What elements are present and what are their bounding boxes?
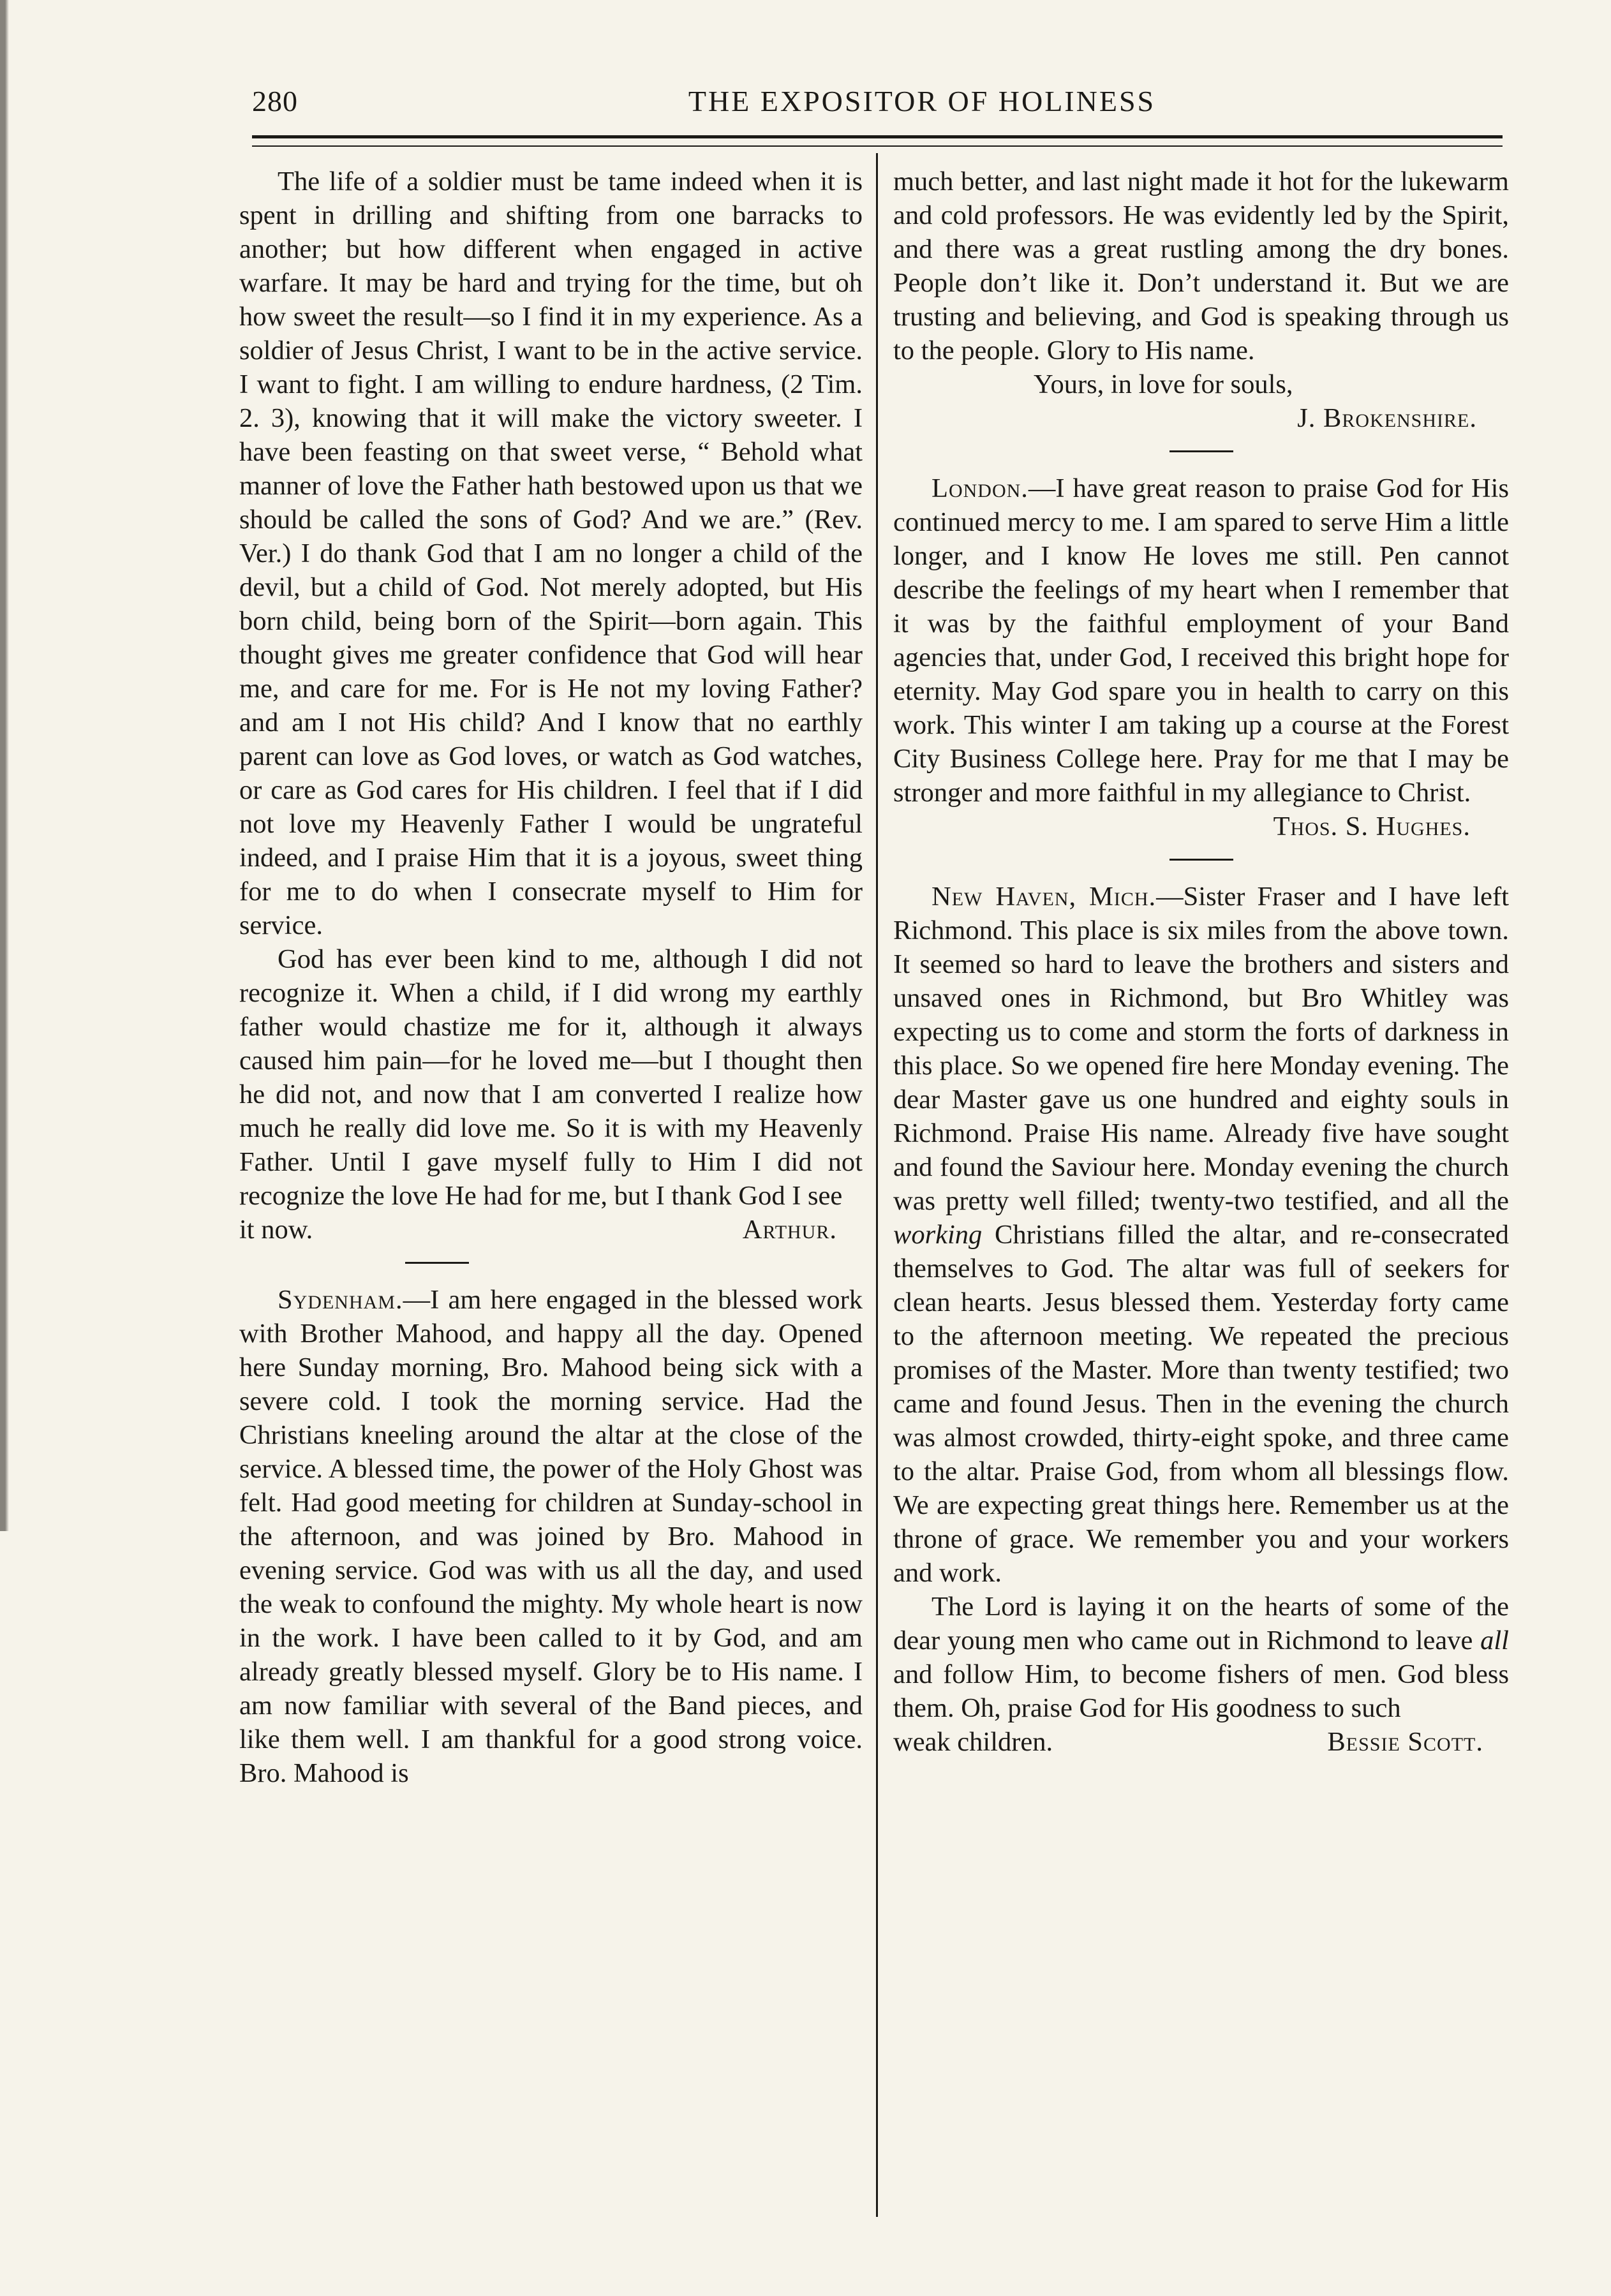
sydenham-letter [239,1283,863,1790]
new-haven-letter [893,880,1509,1590]
sydenham-place-heading: Sydenham. [278,1285,403,1315]
sydenham-letter-text: —I am here engaged in the blessed work with Brother Mahood, and happy all the day. Opened here Sunday morning, Bro. Mahood being sick with a severe cold. I took the morning service. Had the Christians kneeling around the altar at the close of the service. A blessed time, the power of the Holy Ghost was felt. Had good meeting for children at Sunday-school in the afternoon, and was joined by Bro. Mahood in evening service. God was with us all the day, and used the weak to confound the mighty. My whole heart is now in the work. I have been called to it by God, and am already greatly blessed myself. Glory be to His name. I am now familiar with several of the Band pieces, and like them well. I am thankful for a good strong voice. Bro. Mahood is [239,1285,863,1788]
arthur-letter-paragraph-2-end: it now. [239,1215,313,1245]
hughes-signature: Thos. S. Hughes. [1273,811,1471,841]
left-column [239,165,863,1790]
header-rule-thick [252,135,1503,138]
scott-closing-line [893,1725,1509,1759]
sydenham-letter-continued: much better, and last night made it hot for the lukewarm and cold professors. He was evidently led by the Spirit, and there was a great rustling among the dry bones. People don’t like it. Don’t understand it. But we are trusting and believing, and God is speaking through us to the people. Glory to His name. [893,167,1509,366]
arthur-letter-paragraph-2: God has ever been kind to me, although I did not recognize it. When a child, if I did wrong my earthly father would chastize me for it, although it always caused him pain—for he loved me—but I thought then he did not, and now that I am converted I realize how much he really did love me. So it is with my Heavenly Father. Until I gave myself fully to Him I did not recognize the love He had for me, but I thank God I see [239,944,863,1211]
section-separator [1169,859,1233,861]
right-column [893,165,1509,1759]
new-haven-letter-text-b: Christians filled the altar, and re-consecrated themselves to God. The altar was full of seekers for clean hearts. Jesus blessed them. Yesterday forty came to the afternoon meeting. We repeated the precious promises of the Master. More than twenty testified; two came and found Jesus. Then in the evening the church was almost crowded, thirty-eight spoke, and three came to the altar. Praise God, from whom all blessings flow. We are expecting great things here. Remember us at the throne of grace. We remember you and your workers and work. [893,1220,1509,1588]
sydenham-closing: Yours, in love for souls, [1034,369,1293,399]
new-haven-paragraph-2-text-b: and follow Him, to become fishers of men. God bless them. Oh, praise God for His goodness to such [893,1659,1509,1723]
section-separator [1169,450,1233,452]
page-number: 280 [252,85,298,117]
new-haven-letter-text-a: —Sister Fraser and I have left Richmond. This place is six miles from the above town. It seemed so hard to leave the brothers and sisters and unsaved ones in Richmond, but Bro Whitley was expecting us to come and storm the forts of darkness in this place. So we opened fire here Monday evening. The dear Master gave us one hundred and eighty souls in Richmond. Praise His name. Already five have sought and found the Saviour here. Monday evening the church was pretty well filled; twenty-two testified, and all the [893,882,1509,1216]
new-haven-place-heading: New Haven, Mich. [932,882,1157,912]
new-haven-paragraph-2-end: weak children. [893,1727,1053,1757]
column-divider [876,153,878,2217]
scott-signature: Bessie Scott. [1327,1727,1483,1757]
arthur-signature: Arthur. [742,1215,837,1245]
brokenshire-signature: J. Brokenshire. [1297,403,1477,433]
page-header [252,83,1503,128]
arthur-letter-paragraph-1: The life of a soldier must be tame indeed when it is spent in drilling and shifting from one barracks to another; but how different when engaged in active warfare. It may be hard and trying for the time, but oh how sweet the result—so I find it in my experience. As a soldier of Jesus Christ, I want to be in the active service. I want to fight. I am willing to endure hardness, (2 Tim. 2. 3), knowing that it will make the victory sweeter. I have been feasting on that sweet verse, “ Behold what manner of love the Father hath bestowed upon us that we should be called the sons of God? And we are.” (Rev. Ver.) I do thank God that I am no longer a child of the devil, but a child of God. Not merely adopted, but His born child, being born of the Spirit—born again. This thought gives me greater confidence that God will hear me, and care for me. For is He not my loving Father? and am I not His child? And I know that no earthly parent can love as God loves, or watch as God watches, or care as God cares for His children. I feel that if I did not love my Heavenly Father I would be ungrateful indeed, and I praise Him that it is a joyous, sweet thing for me to do when I consecrate myself to Him for service. [239,167,863,940]
new-haven-paragraph-2 [893,1590,1509,1725]
header-rule-thin [252,145,1503,147]
new-haven-emphasis-working: working [893,1220,983,1250]
new-haven-emphasis-all: all [1480,1626,1509,1655]
london-place-heading: London. [932,473,1028,503]
journal-title: THE EXPOSITOR OF HOLINESS [688,85,1156,117]
london-letter-text: —I have great reason to praise God for His continued mercy to me. I am spared to serve Him a little longer, and I know He loves me still. Pen cannot describe the feelings of my heart when I remember that it was by the faithful employment of your Band agencies that, under God, I received this bright hope for eternity. May God spare you in health to carry on this work. This winter I am taking up a course at the Forest City Business College here. Pray for me that I may be stronger and more faithful in my allegiance to Christ. [893,473,1509,808]
scan-edge-marks [0,0,19,1531]
new-haven-paragraph-2-text-a: The Lord is laying it on the hearts of some of the dear young men who came out in Richmond to leave [893,1592,1509,1655]
section-separator [405,1262,469,1264]
arthur-closing-line [239,1213,863,1247]
london-letter [893,471,1509,810]
